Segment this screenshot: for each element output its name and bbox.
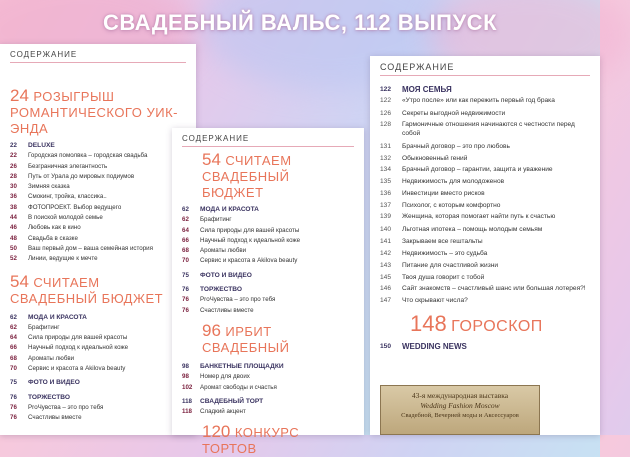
- toc-entry-title: Научный подход к идеальной коже: [200, 236, 301, 244]
- feature-irbit[interactable]: 96 ИРБИТ СВАДЕБНЫЙ: [202, 320, 290, 355]
- feature-giveaway[interactable]: [10, 87, 186, 137]
- section-photo[interactable]: 75 ФОТО И ВИДЕО: [182, 271, 252, 279]
- toc-entry-title: Брачный договор – гарантии, защита и уважение: [402, 165, 553, 173]
- toc-card-middle: [172, 128, 364, 457]
- toc-entry-title: Зимняя сказка: [28, 183, 70, 191]
- feature-budget[interactable]: 54 СЧИТАЕМ СВАДЕБНЫЙ БЮДЖЕТ: [10, 271, 164, 306]
- toc-entry-title: ProЧувства – это про тебя: [28, 403, 104, 411]
- toc-entry-title: Ароматы любви: [28, 354, 75, 362]
- toc-entry-title: Гармоничные отношения начинаются с честности перед собой: [402, 120, 575, 137]
- toc-entry-page: 76: [10, 403, 17, 411]
- toc-entry-page: 64: [182, 226, 189, 234]
- toc-card-left: [0, 44, 196, 435]
- toc-entry-title: Секреты выгодной недвижимости: [402, 109, 506, 117]
- poster-line-1: 43-я международная выставка: [411, 391, 509, 400]
- toc-entry-title: Психолог, с которым комфортно: [402, 202, 501, 209]
- toc-entry-title: Аромат свободы и счастья: [200, 383, 277, 391]
- toc-entry[interactable]: [380, 224, 590, 236]
- toc-entry[interactable]: [10, 343, 186, 353]
- toc-entry[interactable]: [380, 188, 590, 200]
- toc-entry-page: 36: [10, 193, 17, 201]
- toc-entry[interactable]: [10, 172, 186, 182]
- toc-heading: СОДЕРЖАНИЕ: [182, 134, 354, 147]
- toc-heading: СОДЕРЖАНИЕ: [10, 50, 186, 63]
- section-photo[interactable]: 75 ФОТО И ВИДЕО: [10, 379, 80, 387]
- banquet-list: [182, 372, 354, 393]
- toc-entry-title: Сила природы для вашей красоты: [200, 226, 300, 234]
- toc-entry-title: «Утро после» или как пережить первый год брака: [402, 97, 555, 104]
- toc-entry-title: Сервис и красота в Akilova beauty: [200, 257, 298, 265]
- toc-entry-title: Питание для счастливой жизни: [402, 261, 499, 269]
- toc-entry-page: 26: [10, 162, 17, 170]
- page-title: СВАДЕБНЫЙ ВАЛЬС, 112 ВЫПУСК: [103, 10, 497, 35]
- toc-entry-page: 28: [10, 172, 17, 180]
- toc-entry[interactable]: [10, 364, 186, 374]
- toc-heading: СОДЕРЖАНИЕ: [380, 62, 590, 76]
- toc-entry[interactable]: [10, 213, 186, 223]
- toc-entry[interactable]: [10, 333, 186, 343]
- toc-entry-title: Сервис и красота в Akilova beauty: [28, 365, 126, 373]
- toc-entry[interactable]: [380, 284, 590, 294]
- toc-entry-page: 48: [10, 234, 17, 242]
- section-celebration[interactable]: 76 ТОРЖЕСТВО: [182, 286, 243, 294]
- toc-entry[interactable]: [182, 306, 354, 316]
- toc-entry-title: Счастливы вместе: [28, 414, 82, 422]
- section-banquet[interactable]: 98 БАНКЕТНЫЕ ПЛОЩАДКИ: [182, 362, 284, 370]
- toc-entry[interactable]: [380, 260, 590, 272]
- toc-entry-page: 62: [182, 216, 189, 224]
- toc-entry[interactable]: [10, 203, 186, 213]
- toc-entry-title: Смокинг, тройка, классика..: [28, 193, 107, 201]
- poster-line-3: Свадебной, Вечерней моды и Аксессуаров: [401, 412, 519, 419]
- toc-entry[interactable]: [10, 323, 186, 333]
- toc-entry-page: 126: [380, 109, 392, 117]
- toc-entry-page: 52: [10, 255, 17, 263]
- toc-entry-page: 76: [182, 306, 189, 314]
- deluxe-list: [10, 151, 186, 264]
- toc-entry-title: Свадьба в сказке: [28, 234, 78, 242]
- toc-entry[interactable]: [10, 254, 186, 264]
- toc-entry-page: 147: [380, 297, 392, 304]
- toc-entry-title: Брачный договор – это про любовь: [402, 142, 510, 150]
- toc-entry-title: Недвижимость для молодоженов: [402, 178, 505, 185]
- toc-entry-page: 143: [380, 261, 392, 269]
- toc-entry-page: 132: [380, 154, 392, 162]
- toc-entry-title: Обыкновенный гений: [402, 154, 468, 162]
- toc-entry-title: Что скрывают числа?: [402, 297, 468, 304]
- toc-entry-page: 64: [10, 334, 17, 342]
- toc-entry[interactable]: [182, 383, 354, 393]
- toc-entry-title: ФОТОПРОЕКТ. Выбор ведущего: [28, 203, 122, 211]
- toc-entry-page: 145: [380, 273, 392, 281]
- toc-entry[interactable]: [182, 246, 354, 256]
- toc-entry-page: 98: [182, 373, 189, 381]
- toc-entry[interactable]: [380, 165, 590, 175]
- section-fashion[interactable]: 62 МОДА И КРАСОТА: [182, 206, 259, 213]
- toc-entry[interactable]: [10, 403, 186, 413]
- section-family[interactable]: 122 МОЯ СЕМЬЯ: [380, 85, 452, 94]
- toc-entry-title: Сладкий акцент: [200, 408, 246, 416]
- toc-entry-title: Льготная ипотека – помощь молодым семьям: [402, 225, 543, 233]
- toc-entry-page: 146: [380, 284, 392, 292]
- cake-list: [182, 407, 354, 417]
- section-celebration[interactable]: 76 ТОРЖЕСТВО: [10, 393, 71, 401]
- toc-entry-page: 139: [380, 213, 392, 220]
- toc-entry-page: 68: [182, 247, 189, 255]
- section-wedding-news[interactable]: 150 WEDDING NEWS: [380, 342, 467, 351]
- toc-entry[interactable]: [10, 354, 186, 364]
- toc-entry-title: ProЧувства – это про тебя: [200, 296, 276, 304]
- toc-entry-title: Сайт знакомств – счастливый шанс или большая лотерея?!: [402, 284, 586, 292]
- section-fashion[interactable]: 62 МОДА И КРАСОТА: [10, 313, 87, 321]
- toc-entry[interactable]: [380, 212, 590, 222]
- toc-entry-title: Путь от Урала до мировых подиумов: [28, 172, 135, 180]
- toc-card-right: [370, 56, 600, 435]
- section-deluxe[interactable]: 22 DELUXE: [10, 142, 55, 149]
- toc-entry-page: 50: [10, 244, 17, 252]
- toc-entry-page: 68: [10, 354, 17, 362]
- toc-entry-title: Городская помолвка – городская свадьба: [28, 152, 148, 160]
- toc-entry[interactable]: [10, 234, 186, 244]
- feature-horoscope[interactable]: 148 ГОРОСКОП: [410, 311, 543, 336]
- toc-entry[interactable]: [182, 407, 354, 417]
- toc-entry[interactable]: [182, 256, 354, 266]
- toc-entry-page: 70: [10, 365, 17, 373]
- toc-entry[interactable]: [380, 236, 590, 248]
- poster-line-2: Wedding Fashion Moscow: [420, 401, 500, 410]
- toc-entry[interactable]: [182, 372, 354, 382]
- toc-entry-title: Научный подход к идеальной коже: [28, 344, 129, 352]
- toc-entry[interactable]: [380, 120, 590, 139]
- toc-entry-page: 66: [10, 344, 17, 352]
- toc-entry[interactable]: [380, 272, 590, 284]
- feature-budget[interactable]: 54 СЧИТАЕМ СВАДЕБНЫЙ БЮДЖЕТ: [202, 150, 292, 200]
- toc-entry-page: 142: [380, 249, 392, 257]
- toc-entry-title: Ароматы любви: [200, 247, 247, 255]
- toc-entry[interactable]: [182, 215, 354, 225]
- toc-entry-page: 22: [10, 152, 17, 160]
- toc-entry-title: Безграничная элегантность: [28, 162, 108, 170]
- toc-entry[interactable]: [380, 96, 590, 106]
- toc-entry-title: Линии, ведущие к мечте: [28, 255, 98, 263]
- celebration-list: [10, 403, 186, 424]
- toc-entry-title: Сила природы для вашей красоты: [28, 334, 128, 342]
- feature-page-number: 24: [10, 86, 29, 105]
- toc-entry-title: Женщина, которая помогает найти путь к счастью: [402, 213, 556, 220]
- toc-entry-page: 131: [380, 142, 392, 150]
- celebration-list: [182, 295, 354, 316]
- toc-entry-title: Твоя душа говорит с тобой: [402, 273, 485, 281]
- toc-entry[interactable]: [10, 151, 186, 161]
- toc-entry-title: Счастливы вместе: [200, 306, 254, 314]
- toc-entry[interactable]: [380, 176, 590, 188]
- toc-entry[interactable]: [10, 192, 186, 202]
- toc-entry-page: 66: [182, 236, 189, 244]
- toc-entry[interactable]: [380, 295, 590, 307]
- feature-title-line2: РОМАНТИЧЕСКОГО УИК-ЭНДА: [10, 105, 178, 136]
- toc-entry[interactable]: [10, 162, 186, 172]
- exhibition-poster[interactable]: [380, 385, 540, 435]
- fashion-list: [182, 215, 354, 266]
- toc-entry-title: Любовь как в кино: [28, 224, 81, 232]
- toc-entry[interactable]: [10, 182, 186, 192]
- toc-entry[interactable]: [10, 223, 186, 233]
- toc-entry-page: 30: [10, 183, 17, 191]
- toc-entry[interactable]: [10, 413, 186, 423]
- feature-title-line1: РОЗЫГРЫШ: [33, 89, 115, 104]
- toc-entry-title: Недвижимость – это судьба: [402, 249, 488, 257]
- toc-entry-page: 135: [380, 178, 392, 185]
- toc-entry-title: В поиской молодой семье: [28, 214, 103, 222]
- toc-entry-page: 76: [182, 296, 189, 304]
- toc-entry[interactable]: [10, 244, 186, 254]
- toc-entry-page: 102: [182, 383, 193, 391]
- toc-entry-page: 141: [380, 237, 392, 245]
- toc-entry-page: 44: [10, 214, 17, 222]
- toc-entry[interactable]: [182, 295, 354, 305]
- toc-entry-title: Брафитинг: [28, 323, 60, 331]
- toc-entry-page: 137: [380, 202, 392, 209]
- toc-entry-page: 76: [10, 414, 17, 422]
- toc-entry-page: 140: [380, 225, 392, 233]
- toc-entry-page: 136: [380, 190, 392, 197]
- toc-entry[interactable]: [380, 108, 590, 120]
- section-cake[interactable]: 118 СВАДЕБНЫЙ ТОРТ: [182, 397, 264, 405]
- toc-entry[interactable]: [380, 153, 590, 165]
- toc-entry-title: Брафитинг: [200, 216, 232, 224]
- toc-entry-page: 122: [380, 97, 392, 104]
- feature-cake-contest[interactable]: 120 КОНКУРС ТОРТОВ: [202, 422, 300, 457]
- toc-entry[interactable]: [380, 200, 590, 212]
- toc-entry-page: 134: [380, 165, 392, 173]
- toc-entry[interactable]: [182, 226, 354, 236]
- toc-entry-page: 62: [10, 323, 17, 331]
- toc-entry-page: 38: [10, 203, 17, 211]
- fashion-list: [10, 323, 186, 374]
- toc-entry-title: Номер для двоих: [200, 373, 250, 381]
- toc-entry[interactable]: [380, 248, 590, 260]
- toc-entry[interactable]: [182, 236, 354, 246]
- family-list: [380, 96, 590, 307]
- toc-entry[interactable]: [380, 141, 590, 153]
- toc-entry-title: Закрываем все гештальты: [402, 237, 483, 245]
- toc-entry-page: 70: [182, 257, 189, 265]
- toc-entry-page: 46: [10, 224, 17, 232]
- toc-entry-title: Инвестиции вместо рисков: [402, 190, 485, 197]
- toc-entry-title: Ваш первый дом – ваша семейная история: [28, 244, 153, 252]
- toc-entry-page: 128: [380, 120, 392, 128]
- toc-entry-page: 118: [182, 408, 192, 416]
